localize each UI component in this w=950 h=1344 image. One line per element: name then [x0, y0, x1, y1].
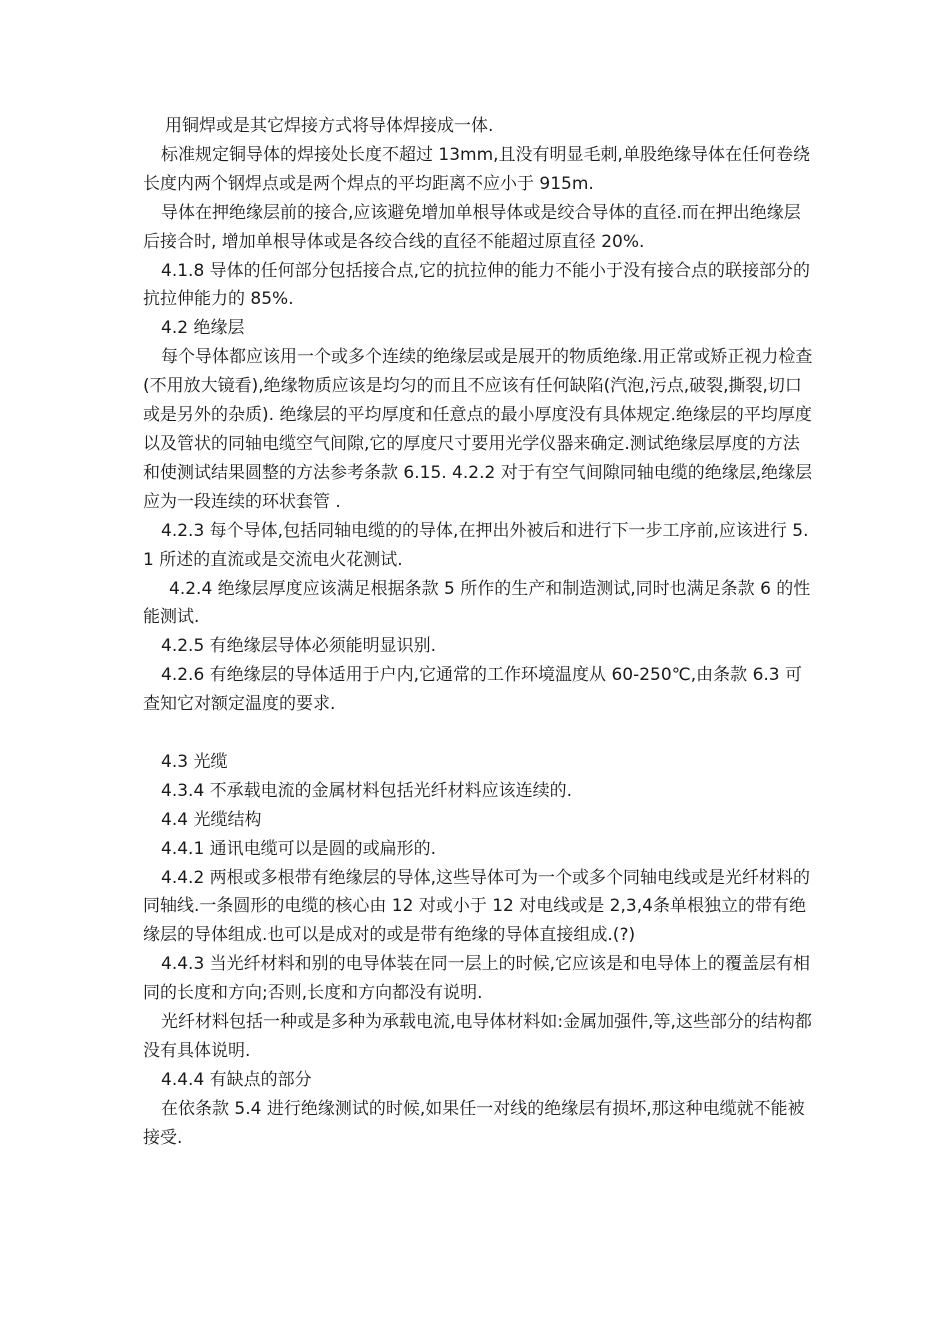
paragraph-4-1-8: 4.1.8 导体的任何部分包括接合点,它的抗拉伸的能力不能小于没有接合点的联接部分的抗拉伸能力的 85%. [143, 260, 811, 310]
paragraph-4-4-2: 4.4.2 两根或多根带有绝缘层的导体,这些导体可为一个或多个同轴电线或是光纤材料的同轴线.一条圆形的电缆的核心由 12 对或小于 12 对电线或是 2,3,4条单根独立的带有绝缘层的导体组成.也可以是成对的或是带有绝缘的导体直接组成.(?) [143, 867, 811, 946]
paragraph-4-2-6: 4.2.6 有绝缘层的导体适用于户内,它通常的工作环境温度从 60-250℃,由条款 6.3 可查知它对额定温度的要求. [143, 665, 803, 715]
paragraph-4-2-5: 4.2.5 有绝缘层导体必须能明显识别. [161, 636, 437, 657]
paragraph-4-3-4: 4.3.4 不承载电流的金属材料包括光纤材料应该连续的. [161, 780, 573, 801]
document-body [143, 112, 813, 1153]
paragraph-copper-welding: 用铜焊或是其它焊接方式将导体焊接成一体. [165, 116, 494, 136]
paragraph-insulation-requirements: 每个导体都应该用一个或多个连续的绝缘层或是展开的物质绝缘.用正常或矫正视力检查(不用放大镜看),绝缘物质应该是均匀的而且不应该有任何缺陷(汽泡,污点,破裂,撕裂,切口或是另外的杂质). 绝缘层的平均厚度和任意点的最小厚度没有具体规定.绝缘层的平均厚度以及管状的同轴电缆空气间隙,它的厚度尺寸要用光学仪器来确定.测试绝缘层厚度的方法和使测试结果圆整的方法参考条款 6.15. 4.2.2 对于有空气间隙同轴电缆的绝缘层,绝缘层应为一段连续的环状套管 . [143, 347, 813, 512]
paragraph-weld-length-standard: 标准规定铜导体的焊接处长度不超过 13mm,且没有明显毛刺,单股绝缘导体在任何卷绕长度内两个钢焊点或是两个焊点的平均距离不应小于 915m. [143, 144, 810, 194]
paragraph-joint-before-insulation: 导体在押绝缘层前的接合,应该避免增加单根导体或是绞合导体的直径.而在押出绝缘层后接合时, 增加单根导体或是各绞合线的直径不能超过原直径 20%. [143, 202, 801, 252]
heading-4-2-insulation: 4.2 绝缘层 [161, 318, 245, 339]
heading-4-4-4-defects: 4.4.4 有缺点的部分 [161, 1069, 312, 1090]
heading-4-4-cable-structure: 4.4 光缆结构 [161, 809, 262, 830]
paragraph-fiber-material: 光纤材料包括一种或是多种为承载电流,电导体材料如:金属加强件,等,这些部分的结构都没有具体说明. [143, 1012, 812, 1061]
blank-line [143, 719, 813, 748]
paragraph-insulation-test: 在依条款 5.4 进行绝缘测试的时候,如果任一对线的绝缘层有损坏,那这种电缆就不能被接受. [143, 1098, 805, 1148]
paragraph-4-2-3: 4.2.3 每个导体,包括同轴电缆的的导体,在押出外被后和进行下一步工序前,应该进行 5.1 所述的直流或是交流电火花测试. [143, 520, 809, 570]
heading-4-3-optical-cable: 4.3 光缆 [161, 751, 228, 772]
paragraph-4-4-1: 4.4.1 通讯电缆可以是圆的或扁形的. [161, 838, 437, 859]
paragraph-4-2-4: 4.2.4 绝缘层厚度应该满足根据条款 5 所作的生产和制造测试,同时也满足条款 6 的性能测试. [143, 578, 811, 628]
paragraph-4-4-3: 4.4.3 当光纤材料和别的电导体装在同一层上的时候,它应该是和电导体上的覆盖层有相同的长度和方向;否则,长度和方向都没有说明. [143, 954, 811, 1004]
